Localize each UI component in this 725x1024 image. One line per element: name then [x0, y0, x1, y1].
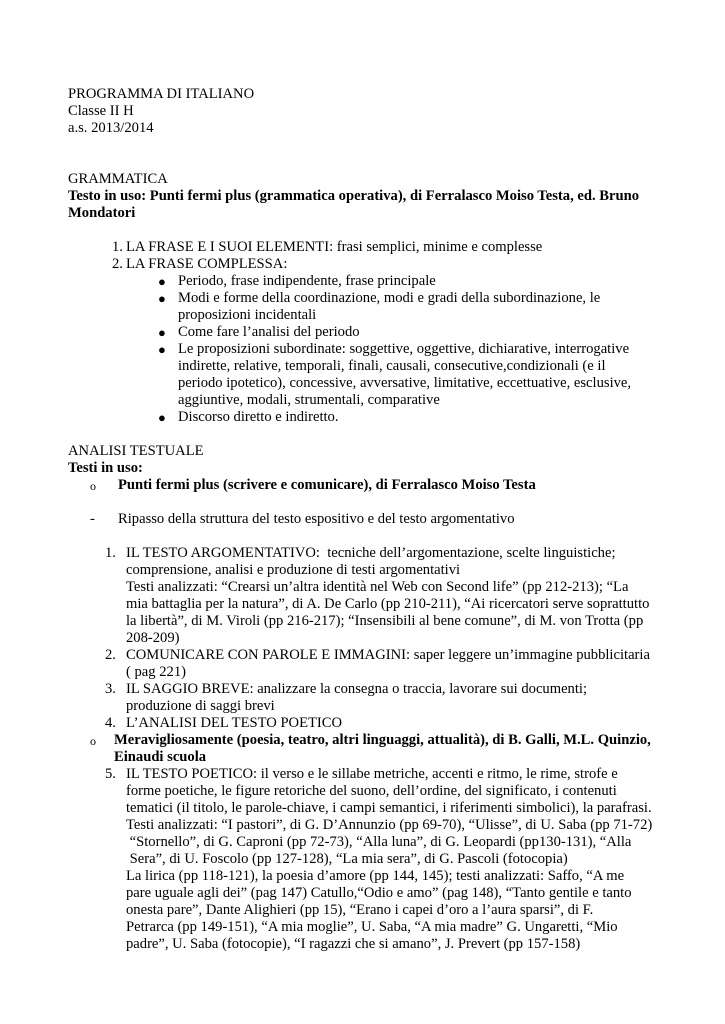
item-line: produzione di saggi brevi	[126, 698, 275, 714]
grammatica-item-2	[68, 256, 668, 273]
item-line: La lirica (pp 118-121), la poesia d’amore (pp 144, 145); testi analizzati: Saffo, “A me	[126, 868, 625, 884]
bullet-line: Discorso diretto e indiretto.	[178, 409, 339, 425]
item-line: forme poetiche, le figure retoriche del suono, dell’ordine, del significato, i contenuti	[126, 783, 617, 799]
item-line: pare uguale agli dei” (pag 147) Catullo,“Odio e amo” (pag 148), “Tanto gentile e tanto	[126, 885, 632, 901]
book-title: Punti fermi plus (scrivere e comunicare), di Ferralasco Moiso Testa	[118, 477, 536, 493]
item-line: ( pag 221)	[126, 664, 186, 680]
item-line: IL TESTO ARGOMENTATIVO: tecniche dell’argomentazione, scelte linguistiche;	[126, 545, 616, 561]
bullet-line: Periodo, frase indipendente, frase principale	[178, 273, 436, 289]
analisi-heading: ANALISI TESTUALE	[68, 443, 204, 459]
item-number: 4.	[105, 715, 116, 731]
item-line: padre”, U. Saba (fotocopie), “I ragazzi che si amano”, J. Prevert (pp 157-158)	[126, 936, 581, 952]
document-title: PROGRAMMA DI ITALIANO	[68, 86, 255, 102]
grammatica-book-line-2: Mondatori	[68, 205, 136, 221]
bullet-item	[68, 409, 668, 426]
bullet-dot-icon: ●	[158, 342, 166, 357]
bullet-dot-icon: ●	[158, 291, 166, 306]
testi-label: Testi in uso:	[68, 460, 143, 476]
item-number: 5.	[105, 766, 116, 782]
item-line: onesta pare”, Dante Alighieri (pp 15), “Erano i capei d’oro a l’aura sparsi”, di F.	[126, 902, 594, 918]
grammatica-item-1	[68, 239, 668, 256]
book-item-2	[68, 732, 668, 766]
item-line: tematici (il titolo, le parole-chiave, i campi semantici, i riferimenti simbolici), la parafrasi.	[126, 800, 652, 816]
item-number: 1.	[112, 239, 123, 255]
document-page	[68, 86, 668, 953]
bullet-line: aggiuntive, modali, strumentali, comparative	[178, 392, 440, 408]
item-line: Petrarca (pp 149-151), “A mia moglie”, U. Saba, “A mia madre” G. Ungaretti, “Mio	[126, 919, 618, 935]
school-year: a.s. 2013/2014	[68, 120, 154, 136]
analisi-numbered-list	[68, 545, 668, 732]
bullet-line: indirette, relative, temporali, finali, causali, consecutive,condizionali (e il	[178, 358, 606, 374]
item-number: 1.	[105, 545, 116, 561]
bullet-item	[68, 273, 668, 290]
item-line: comprensione, analisi e produzione di testi argomentativi	[126, 562, 461, 578]
bullet-item	[68, 341, 668, 409]
bullet-line: proposizioni incidentali	[178, 307, 317, 323]
item-line: COMUNICARE CON PAROLE E IMMAGINI: saper leggere un’immagine pubblicitaria	[126, 647, 650, 663]
bullet-item	[68, 290, 668, 324]
item-line: IL SAGGIO BREVE: analizzare la consegna o traccia, lavorare sui documenti;	[126, 681, 588, 697]
numbered-item	[68, 766, 668, 953]
numbered-item	[68, 681, 668, 715]
item-text: LA FRASE E I SUOI ELEMENTI: frasi semplici, minime e complesse	[126, 239, 543, 255]
item-line: mia battaglia per la natura”, di A. De Carlo (pp 210-211), “Ai ricercatori serve soprattutto	[126, 596, 650, 612]
item-line: IL TESTO POETICO: il verso e le sillabe metriche, accenti e ritmo, le rime, strofe e	[126, 766, 618, 782]
dash-item	[68, 511, 668, 528]
bullet-line: Modi e forme della coordinazione, modi e gradi della subordinazione, le	[178, 290, 601, 306]
item-line: “Stornello”, di G. Caproni (pp 72-73), “Alla luna”, di G. Leopardi (pp130-131), “Alla	[126, 834, 632, 850]
dash-bullet-icon: -	[90, 511, 95, 527]
item-line: 208-209)	[126, 630, 180, 646]
bullet-line: periodo ipotetico), concessive, avversative, limitative, eccettuative, esclusive,	[178, 375, 632, 391]
circle-bullet-icon: o	[90, 479, 96, 493]
grammatica-book-line-1: Testo in uso: Punti fermi plus (grammatica operativa), di Ferralasco Moiso Testa, ed. Bruno	[68, 188, 640, 204]
item-line: Sera”, di U. Foscolo (pp 127-128), “La mia sera”, di G. Pascoli (fotocopia)	[126, 851, 568, 867]
book-title-line-2: Einaudi scuola	[114, 749, 207, 765]
bullet-dot-icon: ●	[158, 410, 166, 425]
numbered-item	[68, 647, 668, 681]
book-title-line-1: Meravigliosamente (poesia, teatro, altri linguaggi, attualità), di B. Galli, M.L. Quinzio,	[114, 732, 651, 748]
bullet-line: Le proposizioni subordinate: soggettive, oggettive, dichiarative, interrogative	[178, 341, 630, 357]
bullet-item	[68, 324, 668, 341]
item-line: Testi analizzati: “Crearsi un’altra identità nel Web con Second life” (pp 212-213); “La	[126, 579, 629, 595]
item-number: 2.	[112, 256, 123, 272]
numbered-item	[68, 545, 668, 647]
item-text: LA FRASE COMPLESSA:	[126, 256, 288, 272]
item-line: Testi analizzati: “I pastori”, di G. D’Annunzio (pp 69-70), “Ulisse”, di U. Saba (pp 71-72)	[126, 817, 653, 833]
item-number: 2.	[105, 647, 116, 663]
bullet-line: Come fare l’analisi del periodo	[178, 324, 360, 340]
analisi-item-5	[68, 766, 668, 953]
grammatica-heading: GRAMMATICA	[68, 171, 168, 187]
item-line: la libertà”, di M. Viroli (pp 216-217); “Insensibili al bene comune”, di M. von Trotta (pp	[126, 613, 644, 629]
item-line: L’ANALISI DEL TESTO POETICO	[126, 715, 343, 731]
dash-item-text: Ripasso della struttura del testo espositivo e del testo argomentativo	[118, 511, 515, 527]
class-label: Classe II H	[68, 103, 134, 119]
item-number: 3.	[105, 681, 116, 697]
numbered-item	[68, 715, 668, 732]
circle-bullet-icon: o	[90, 734, 96, 748]
bullet-dot-icon: ●	[158, 325, 166, 340]
grammatica-bullet-list	[68, 273, 668, 426]
book-item-1	[68, 477, 668, 494]
bullet-dot-icon: ●	[158, 274, 166, 289]
